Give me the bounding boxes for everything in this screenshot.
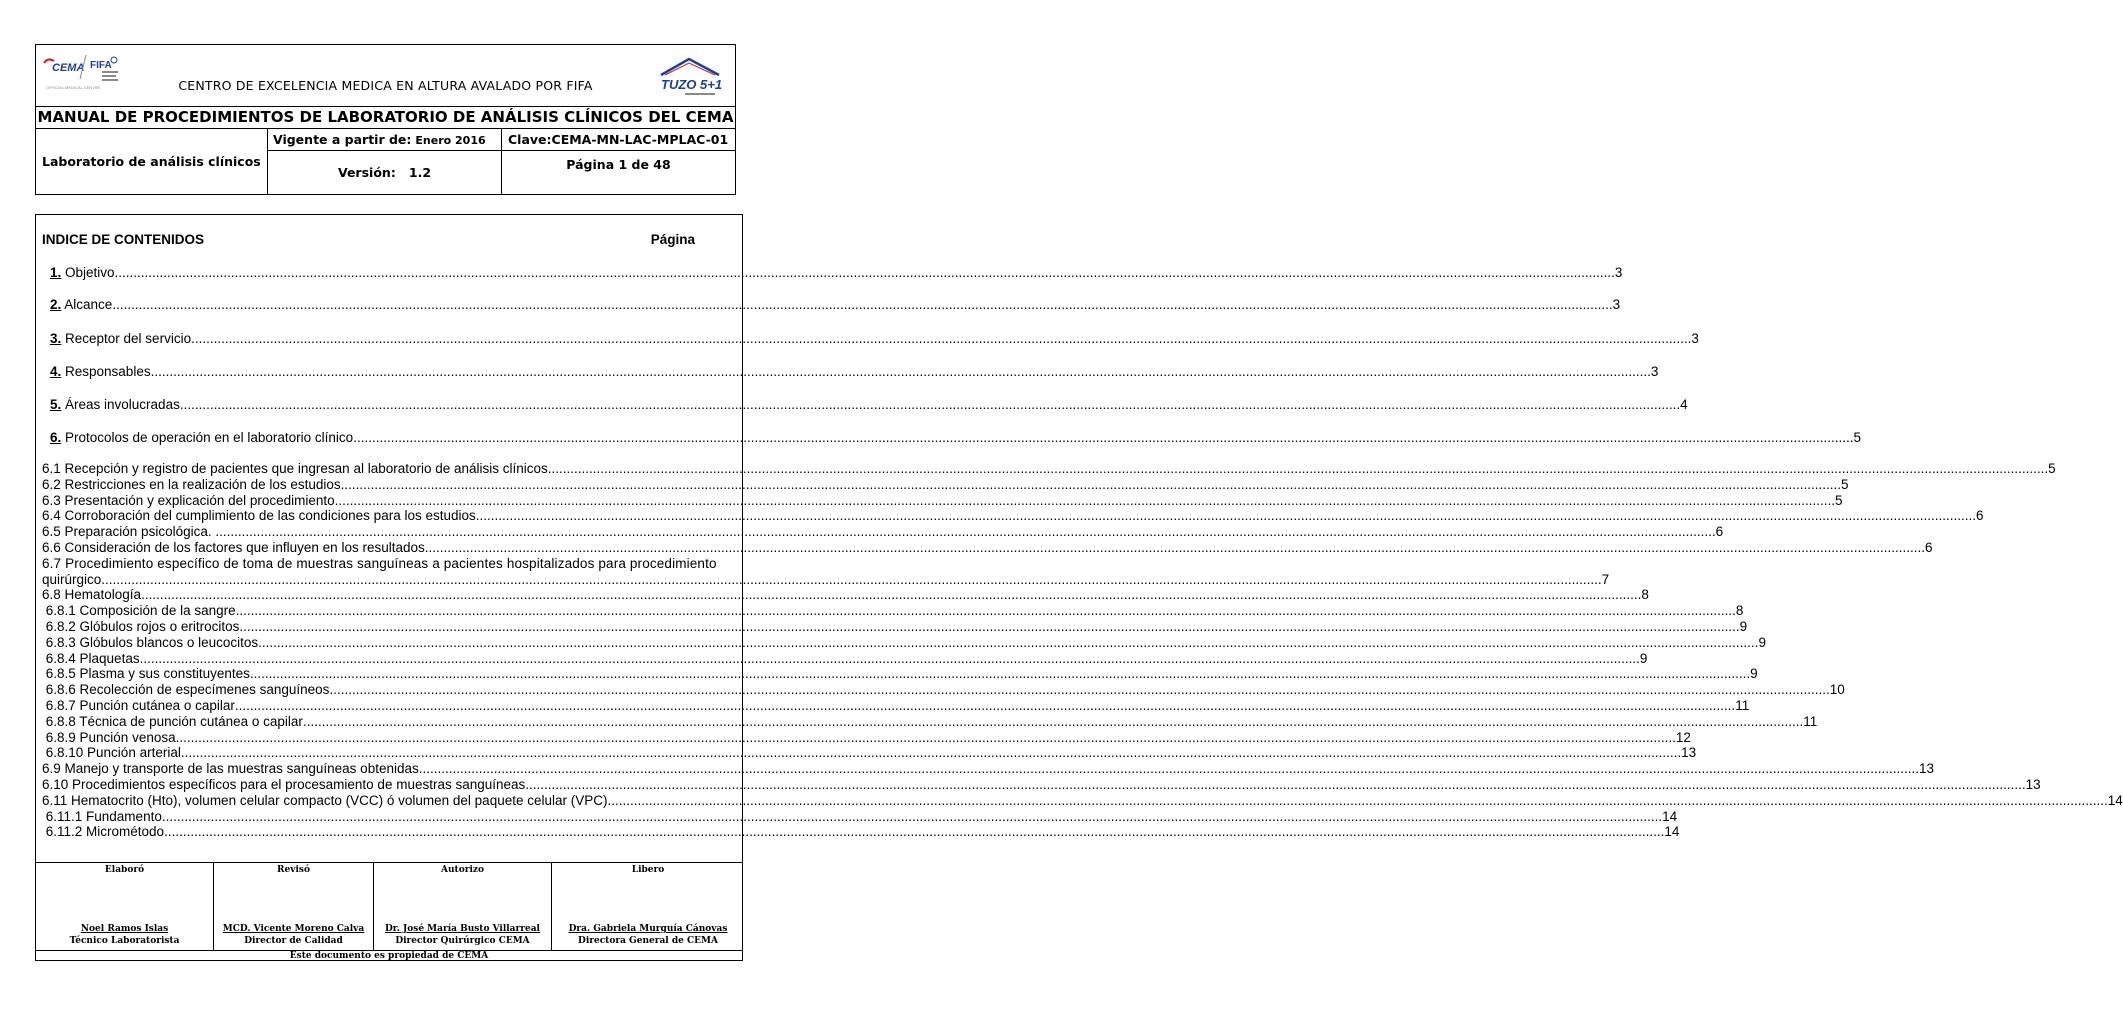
toc-sub-item[interactable] — [42, 777, 2041, 792]
toc-item-page: 4 — [1680, 397, 1688, 412]
toc-sub-item[interactable] — [42, 634, 1766, 650]
toc-sub-text: 6.8.3 Glóbulos blancos o leucocitos — [42, 634, 259, 650]
toc-sub-item[interactable] — [42, 713, 1818, 729]
toc-item-number: 3. — [50, 331, 62, 346]
toc-sub-text: 6.11.1 Fundamento — [42, 808, 162, 824]
toc-sub-page: 6 — [1925, 540, 1933, 555]
toc-sub-page: 13 — [2025, 777, 2041, 792]
toc-sub-page: 9 — [1639, 650, 1648, 666]
toc-sub-item[interactable] — [42, 666, 1758, 682]
document-header — [35, 44, 736, 195]
toc-sub-item[interactable] — [42, 492, 1843, 508]
toc-sub-page: 13 — [1919, 761, 1935, 777]
toc-main-item[interactable] — [50, 397, 1688, 412]
toc-leader-dots: ................................................................................................................................................................................................................................................................................................................................................................................................................ — [249, 666, 1751, 682]
toc-item-page: 3 — [1614, 265, 1623, 280]
toc-sub-page: 6 — [1715, 524, 1724, 540]
page-number: Página 1 de 48 — [566, 157, 671, 172]
toc-sub-page: 10 — [1829, 682, 1845, 698]
toc-leader-dots: ................................................................................................................................................................................................................................................................................................................................................................................................................ — [334, 492, 1835, 508]
signer-role: Director Quirúrgico CEMA — [395, 936, 530, 946]
toc-sub-text: 6.8.10 Punción arterial — [42, 745, 181, 761]
approval-column — [552, 863, 744, 950]
toc-sub-text: 6.3 Presentación y explicación del procedimiento — [42, 492, 335, 508]
toc-leader-dots: ................................................................................................................................................................................................................................................................................................................................................................................................................ — [329, 682, 1830, 698]
toc-sub-item[interactable] — [42, 824, 1680, 840]
toc-sub-item[interactable] — [42, 650, 1648, 666]
toc-item-text: Objetivo — [61, 265, 115, 280]
validity-version-cell — [268, 129, 502, 194]
toc-leader-dots: ................................................................................................................................................................................................................................................................................................................................................................................................................ — [234, 698, 1736, 713]
toc-sub-item[interactable] — [42, 808, 1678, 824]
svg-text:FIFA: FIFA — [90, 60, 112, 71]
toc-sub-text: 6.8.9 Punción venosa — [42, 729, 176, 745]
approval-heading: Elaboró — [104, 865, 145, 875]
toc-sub-text: 6.8 Hematología — [42, 587, 142, 603]
toc-sub-page: 14 — [1664, 824, 1680, 840]
toc-sub-item[interactable] — [42, 792, 2123, 808]
signer-name: Dr. José María Busto Villarreal — [385, 924, 540, 934]
toc-item-text: Receptor del servicio — [61, 331, 192, 346]
version-row — [268, 151, 501, 194]
toc-sub-text: 6.1 Recepción y registro de pacientes que ingresan al laboratorio de análisis clínicos — [42, 461, 548, 476]
toc-leader-dots: ................................................................................................................................................................................................................................................................................................................................................................................................................ — [302, 713, 1804, 729]
toc-item-text: Alcance — [61, 297, 113, 312]
toc-sub-item[interactable] — [42, 761, 1935, 777]
toc-leader-dots: ................................................................................................................................................................................................................................................................................................................................................................................................................ — [525, 777, 2026, 792]
toc-sub-item[interactable] — [42, 476, 1849, 492]
toc-sub-text: 6.8.1 Composición de la sangre — [42, 603, 236, 619]
approval-column — [214, 863, 374, 950]
toc-item-text: Protocolos de operación en el laboratorio clínico — [61, 430, 354, 445]
toc-leader-dots: ................................................................................................................................................................................................................................................................................................................................................................................................................ — [150, 364, 1651, 379]
toc-item-number: 6. — [50, 430, 62, 445]
toc-leader-dots: ................................................................................................................................................................................................................................................................................................................................................................................................................ — [141, 587, 1642, 603]
key-page-cell — [502, 129, 735, 194]
signer-name: MCD. Vicente Moreno Calva — [222, 924, 365, 934]
index-title: INDICE DE CONTENIDOS — [42, 232, 205, 247]
tuzo-logo — [655, 53, 725, 99]
toc-sub-page: 5 — [1840, 476, 1849, 492]
signer-role: Director de Calidad — [244, 936, 343, 946]
toc-sub-text: 6.10 Procedimientos específicos para el procesamiento de muestras sanguíneas — [42, 777, 526, 792]
toc-sub-page: 9 — [1758, 634, 1766, 650]
toc-sub-text: 6.8.4 Plaquetas — [42, 650, 140, 666]
toc-sub-page: 8 — [1641, 587, 1649, 603]
toc-leader-dots: ................................................................................................................................................................................................................................................................................................................................................................................................................ — [353, 430, 1854, 445]
toc-sub-item[interactable] — [42, 571, 1610, 587]
approval-footer — [35, 862, 743, 961]
toc-sub-text: 6.8.7 Punción cutánea o capilar — [42, 698, 235, 713]
toc-sub-text: 6.8.2 Glóbulos rojos o eritrocitos — [42, 619, 240, 634]
header-top-row — [36, 45, 735, 107]
toc-sub-text: 6.11 Hematocrito (Hto), volumen celular compacto (VCC) ó volumen del paquete celular (VPC) — [42, 792, 608, 808]
toc-sub-page: 9 — [1750, 666, 1758, 682]
toc-sub-page: 12 — [1675, 729, 1691, 745]
toc-sub-item[interactable] — [42, 698, 1750, 713]
toc-sub-item[interactable] — [42, 729, 1691, 745]
approval-heading: Revisó — [277, 865, 310, 875]
toc-leader-dots: ................................................................................................................................................................................................................................................................................................................................................................................................................ — [175, 729, 1676, 745]
toc-leader-dots: ................................................................................................................................................................................................................................................................................................................................................................................................................ — [164, 824, 1665, 840]
svg-text:OFFICIAL MEDICAL CENTRE: OFFICIAL MEDICAL CENTRE — [46, 85, 101, 90]
toc-sub-page: 14 — [1662, 808, 1678, 824]
toc-sub-item[interactable] — [42, 540, 1933, 555]
toc-sub-text: 6.7 Procedimiento específico de toma de muestras sanguíneas a pacientes hospitalizados para procedimiento — [42, 555, 717, 571]
toc-sub-text: 6.8.5 Plasma y sus constituyentes — [42, 666, 250, 682]
toc-sub-item[interactable] — [42, 745, 1697, 761]
toc-leader-dots: ................................................................................................................................................................................................................................................................................................................................................................................................................ — [101, 571, 1602, 587]
toc-item-number: 5. — [50, 397, 62, 412]
toc-leader-dots: ................................................................................................................................................................................................................................................................................................................................................................................................................ — [239, 619, 1740, 634]
toc-sub-item[interactable] — [42, 524, 1724, 540]
svg-text:TUZO 5+1: TUZO 5+1 — [661, 77, 723, 92]
toc-main-item[interactable] — [50, 430, 1862, 445]
toc-leader-dots: ................................................................................................................................................................................................................................................................................................................................................................................................................ — [258, 634, 1759, 650]
svg-text:CEMA: CEMA — [52, 62, 85, 74]
toc-item-text: Responsables — [61, 364, 151, 379]
toc-sub-text: 6.5 Preparación psicológica. — [42, 524, 216, 540]
approval-column — [36, 863, 214, 950]
approval-heading: Autorizo — [441, 865, 484, 875]
toc-sub-text: quirúrgico — [42, 571, 102, 587]
toc-sub-text: 6.2 Restricciones en la realización de los estudios — [42, 476, 341, 492]
toc-leader-dots: ................................................................................................................................................................................................................................................................................................................................................................................................................ — [547, 461, 2049, 476]
signer-name: Noel Ramos Islas — [80, 924, 169, 934]
toc-leader-dots: ................................................................................................................................................................................................................................................................................................................................................................................................................ — [114, 265, 1615, 280]
toc-leader-dots: ................................................................................................................................................................................................................................................................................................................................................................................................................ — [607, 792, 2108, 808]
validity-label: Vigente a partir de: — [273, 132, 412, 147]
toc-main-item[interactable] — [50, 297, 1621, 312]
toc-item-page: 3 — [1650, 364, 1659, 379]
toc-leader-dots: ................................................................................................................................................................................................................................................................................................................................................................................................................ — [424, 540, 1926, 555]
toc-sub-text: 6.8.6 Recolección de especímenes sanguíneos — [42, 682, 330, 698]
toc-sub-text: 6.6 Consideración de los factores que influyen en los resultados — [42, 540, 425, 555]
toc-sub-item[interactable] — [42, 556, 736, 571]
toc-main-item[interactable] — [50, 364, 1659, 379]
toc-leader-dots: ................................................................................................................................................................................................................................................................................................................................................................................................................ — [139, 650, 1640, 666]
signer-role: Técnico Laboratorista — [69, 936, 180, 946]
version-label: Versión: — [337, 165, 396, 180]
property-notice: Este documento es propiedad de CEMA — [36, 950, 742, 962]
toc-sub-item[interactable] — [42, 587, 1649, 603]
toc-leader-dots: ................................................................................................................................................................................................................................................................................................................................................................................................................ — [235, 603, 1736, 619]
toc-sub-page: 13 — [1681, 745, 1697, 761]
toc-main-item[interactable] — [50, 331, 1699, 346]
toc-sub-page: 7 — [1601, 571, 1610, 587]
toc-item-number: 1. — [50, 265, 62, 280]
toc-sub-page: 11 — [1803, 713, 1818, 729]
toc-sub-item[interactable] — [42, 619, 1748, 634]
toc-leader-dots: ................................................................................................................................................................................................................................................................................................................................................................................................................ — [340, 476, 1841, 492]
lab-name: Laboratorio de análisis clínicos — [36, 129, 268, 194]
center-name: CENTRO DE EXCELENCIA MEDICA EN ALTURA AVALADO POR FIFA — [178, 78, 593, 93]
toc-item-text: Áreas involucradas — [61, 397, 180, 412]
document-key: Clave:CEMA-MN-LAC-MPLAC-01 — [502, 129, 735, 151]
manual-title: MANUAL DE PROCEDIMIENTOS DE LABORATORIO DE ANÁLISIS CLÍNICOS DEL CEMA — [36, 107, 735, 129]
toc-sub-text: 6.8.8 Técnica de punción cutánea o capilar — [42, 713, 303, 729]
toc-sub-page: 5 — [2048, 461, 2056, 476]
version-value: 1.2 — [408, 165, 432, 180]
signer-name: Dra. Gabriela Murguía Cánovas — [568, 924, 728, 934]
toc-leader-dots: ................................................................................................................................................................................................................................................................................................................................................................................................................ — [191, 331, 1692, 346]
toc-item-page: 3 — [1612, 297, 1621, 312]
index-page-header: Página — [650, 232, 695, 247]
toc-leader-dots: ................................................................................................................................................................................................................................................................................................................................................................................................................ — [418, 761, 1920, 777]
approval-column — [374, 863, 552, 950]
toc-leader-dots: ................................................................................................................................................................................................................................................................................................................................................................................................................ — [179, 397, 1681, 412]
toc-sub-page: 5 — [1834, 492, 1843, 508]
signer-role: Directora General de CEMA — [578, 936, 718, 946]
toc-sub-page: 11 — [1735, 698, 1750, 713]
toc-leader-dots: ................................................................................................................................................................................................................................................................................................................................................................................................................ — [112, 297, 1613, 312]
approval-heading: Libero — [631, 865, 665, 875]
toc-sub-page: 6 — [1976, 508, 1984, 524]
toc-sub-text: 6.4 Corroboración del cumplimiento de las condiciones para los estudios — [42, 508, 476, 524]
toc-sub-page: 8 — [1735, 603, 1744, 619]
toc-sub-text: 6.11.2 Micrométodo — [42, 824, 165, 840]
toc-item-number: 4. — [50, 364, 62, 379]
toc-sub-item[interactable] — [42, 603, 1744, 619]
toc-item-number: 2. — [50, 297, 62, 312]
toc-main-item[interactable] — [50, 265, 1623, 280]
toc-sub-item[interactable] — [42, 682, 1845, 698]
toc-item-page: 3 — [1691, 331, 1699, 346]
toc-sub-item[interactable] — [42, 461, 2056, 476]
toc-sub-item[interactable] — [42, 508, 1984, 524]
toc-leader-dots: ................................................................................................................................................................................................................................................................................................................................................................................................................ — [475, 508, 1977, 524]
toc-sub-text: 6.9 Manejo y transporte de las muestras sanguíneas obtenidas — [42, 761, 419, 777]
toc-leader-dots: ................................................................................................................................................................................................................................................................................................................................................................................................................ — [215, 524, 1716, 540]
toc-leader-dots: ................................................................................................................................................................................................................................................................................................................................................................................................................ — [161, 808, 1663, 824]
validity-value: Enero 2016 — [415, 134, 486, 147]
validity-row — [268, 129, 501, 151]
toc-sub-page: 9 — [1739, 619, 1748, 634]
index-box — [35, 214, 2123, 862]
toc-sub-page: 14 — [2107, 792, 2123, 808]
toc-leader-dots: ................................................................................................................................................................................................................................................................................................................................................................................................................ — [180, 745, 1682, 761]
toc-item-page: 5 — [1853, 430, 1862, 445]
